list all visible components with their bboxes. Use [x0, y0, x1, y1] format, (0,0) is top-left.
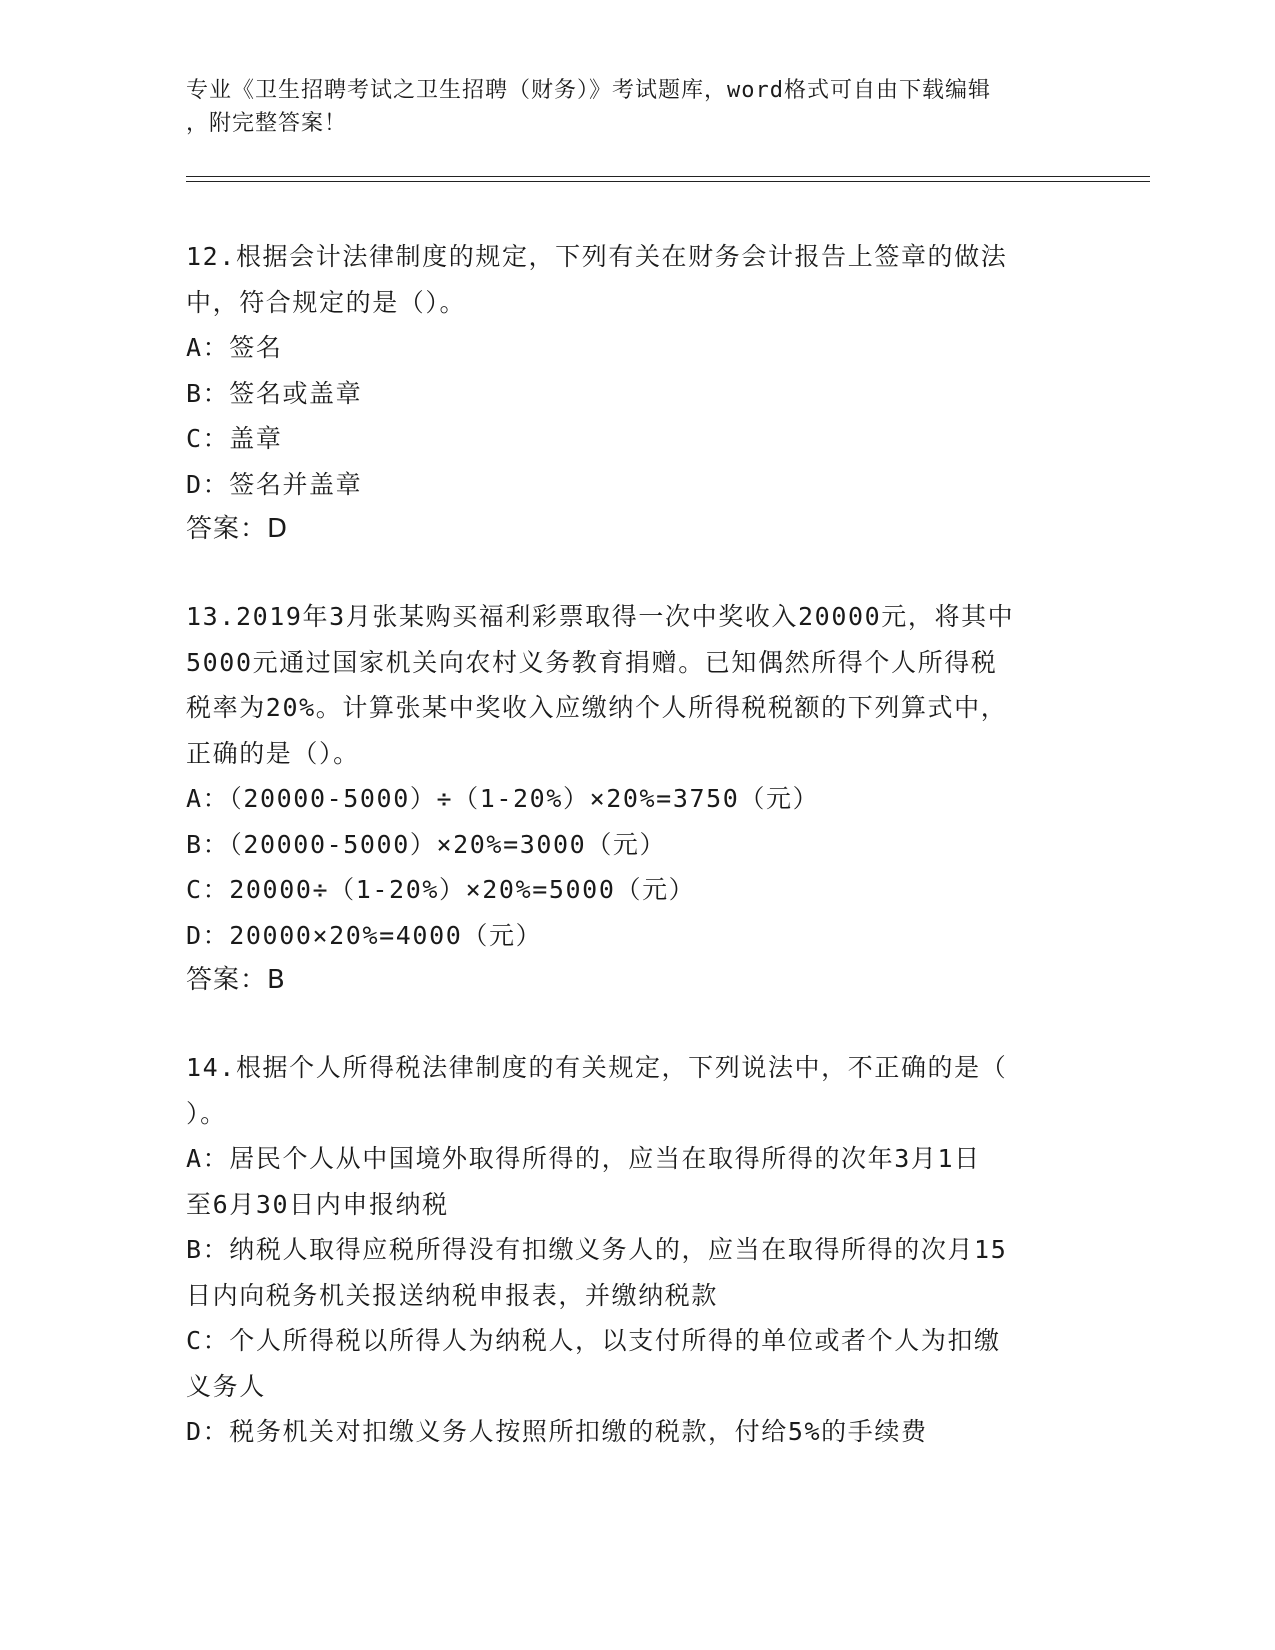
option-a: A：签名 [186, 333, 283, 362]
question-stem-line: 14.根据个人所得税法律制度的有关规定，下列说法中，不正确的是（ [186, 1053, 1008, 1082]
option-b-continued: 日内向税务机关报送纳税申报表，并缴纳税款 [186, 1280, 719, 1310]
answer-label: 答案：B [186, 965, 286, 995]
question-13 [186, 594, 1086, 1003]
question-stem-line: 5000元通过国家机关向农村义务教育捐赠。已知偶然所得个人所得税 [186, 647, 998, 677]
question-stem-line: 13.2019年3月张某购买福利彩票取得一次中奖收入20000元，将其中 [186, 602, 1015, 631]
option-c: C：盖章 [186, 424, 283, 453]
header-line-1: 专业《卫生招聘考试之卫生招聘（财务）》考试题库，word格式可自由下载编辑 [186, 78, 991, 103]
option-d: D：签名并盖章 [186, 469, 363, 499]
header-rule-top [186, 176, 1150, 177]
option-d: D：税务机关对扣缴义务人按照所扣缴的税款，付给5%的手续费 [186, 1417, 928, 1446]
question-stem-line: 正确的是（）。 [186, 738, 360, 768]
question-list [186, 234, 1086, 1497]
answer-label: 答案：D [186, 514, 289, 544]
option-a: A：（20000-5000）÷（1-20%）×20%=3750（元） [186, 784, 820, 813]
question-14 [186, 1045, 1086, 1455]
question-stem-line: 12.根据会计法律制度的规定，下列有关在财务会计报告上签章的做法 [186, 242, 1008, 271]
option-c: C：20000÷（1-20%）×20%=5000（元） [186, 875, 696, 904]
option-a: A：居民个人从中国境外取得所得的，应当在取得所得的次年3月1日 [186, 1144, 981, 1173]
question-stem-line: ）。 [186, 1098, 227, 1128]
header-line-2: ，附完整答案！ [186, 111, 348, 136]
option-b: B：纳税人取得应税所得没有扣缴义务人的，应当在取得所得的次月15 [186, 1235, 1008, 1264]
option-c-continued: 义务人 [186, 1371, 266, 1401]
option-a-continued: 至6月30日内申报纳税 [186, 1189, 449, 1219]
option-b: B：（20000-5000）×20%=3000（元） [186, 829, 667, 859]
option-b: B：签名或盖章 [186, 378, 363, 408]
option-c: C：个人所得税以所得人为纳税人，以支付所得的单位或者个人为扣缴 [186, 1326, 1001, 1355]
option-d: D：20000×20%=4000（元） [186, 920, 543, 950]
header-rule-bottom [186, 181, 1150, 182]
header-note [186, 74, 1066, 140]
question-stem-line: 中，符合规定的是（）。 [186, 287, 467, 317]
question-stem-line: 税率为20%。计算张某中奖收入应缴纳个人所得税税额的下列算式中， [186, 693, 1008, 722]
question-12 [186, 234, 1086, 552]
